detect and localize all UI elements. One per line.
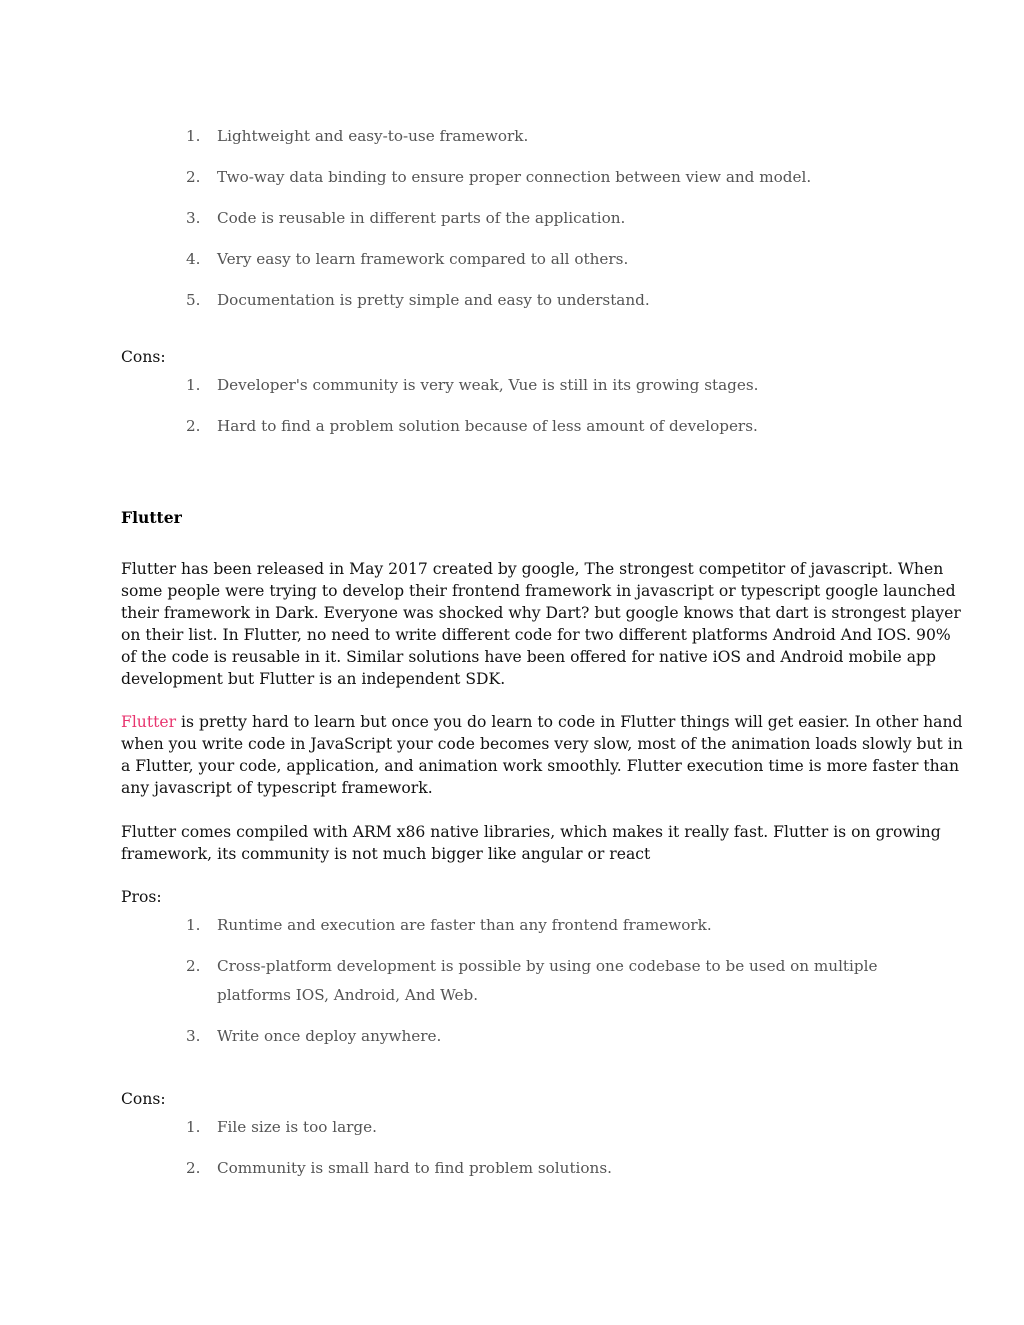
list-number: 2.	[186, 957, 201, 975]
list-number: 4.	[186, 250, 201, 268]
list-number: 3.	[186, 209, 201, 227]
list-number: 2.	[186, 417, 201, 435]
paragraph-line: some people were trying to develop their frontend framework in javascript or typescript google launched	[121, 582, 956, 600]
cons-label: Cons:	[121, 1090, 166, 1108]
list-number: 1.	[186, 1118, 201, 1136]
paragraph-line	[121, 711, 963, 733]
paragraph	[121, 711, 963, 799]
paragraph-line: a Flutter, your code, application, and animation work smoothly. Flutter execution time is more faster than	[121, 757, 960, 775]
list-number: 2.	[186, 1159, 201, 1177]
list-number: 5.	[186, 291, 201, 309]
section-heading: Flutter	[121, 508, 182, 527]
list-item-text: platforms IOS, Android, And Web.	[217, 986, 479, 1004]
paragraph-line: any javascript of typescript framework.	[121, 779, 433, 797]
paragraph-line: Flutter has been released in May 2017 created by google, The strongest competitor of javascript. When	[121, 560, 944, 578]
list-item-text: Runtime and execution are faster than any frontend framework.	[217, 916, 712, 934]
paragraph-text: is pretty hard to learn but once you do learn to code in Flutter things will get easier. In other hand	[176, 713, 963, 731]
pros-label: Pros:	[121, 888, 162, 906]
paragraph-line: of the code is reusable in it. Similar solutions have been offered for native iOS and Android mobile app	[121, 648, 936, 666]
list-item-text: Two-way data binding to ensure proper connection between view and model.	[217, 168, 812, 186]
paragraph-line: on their list. In Flutter, no need to write different code for two different platforms Android And IOS. 90%	[121, 626, 951, 644]
paragraph-line: when you write code in JavaScript your code becomes very slow, most of the animation loads slowly but in	[121, 735, 963, 753]
paragraph-line: development but Flutter is an independent SDK.	[121, 670, 506, 688]
list-item-text: Very easy to learn framework compared to all others.	[217, 250, 629, 268]
list-number: 3.	[186, 1027, 201, 1045]
paragraph	[121, 821, 941, 865]
list-item-text: Community is small hard to find problem solutions.	[217, 1159, 612, 1177]
paragraph	[121, 558, 961, 690]
list-number: 1.	[186, 127, 201, 145]
list-item-text: Write once deploy anywhere.	[217, 1027, 442, 1045]
list-item-text: Code is reusable in different parts of the application.	[217, 209, 626, 227]
cons-label: Cons:	[121, 348, 166, 366]
list-item-text: Lightweight and easy-to-use framework.	[217, 127, 529, 145]
list-item-text: Documentation is pretty simple and easy to understand.	[217, 291, 650, 309]
list-item-text: Hard to find a problem solution because of less amount of developers.	[217, 417, 758, 435]
list-number: 1.	[186, 376, 201, 394]
list-number: 2.	[186, 168, 201, 186]
list-item-text: Cross-platform development is possible by using one codebase to be used on multiple	[217, 957, 878, 975]
list-item-text: Developer's community is very weak, Vue is still in its growing stages.	[217, 376, 759, 394]
paragraph-line: Flutter comes compiled with ARM x86 native libraries, which makes it really fast. Flutter is on growing	[121, 823, 941, 841]
list-number: 1.	[186, 916, 201, 934]
paragraph-line: their framework in Dark. Everyone was shocked why Dart? but google knows that dart is strongest player	[121, 604, 961, 622]
list-item-text: File size is too large.	[217, 1118, 377, 1136]
paragraph-line: framework, its community is not much bigger like angular or react	[121, 845, 651, 863]
flutter-link[interactable]: Flutter	[121, 713, 177, 731]
